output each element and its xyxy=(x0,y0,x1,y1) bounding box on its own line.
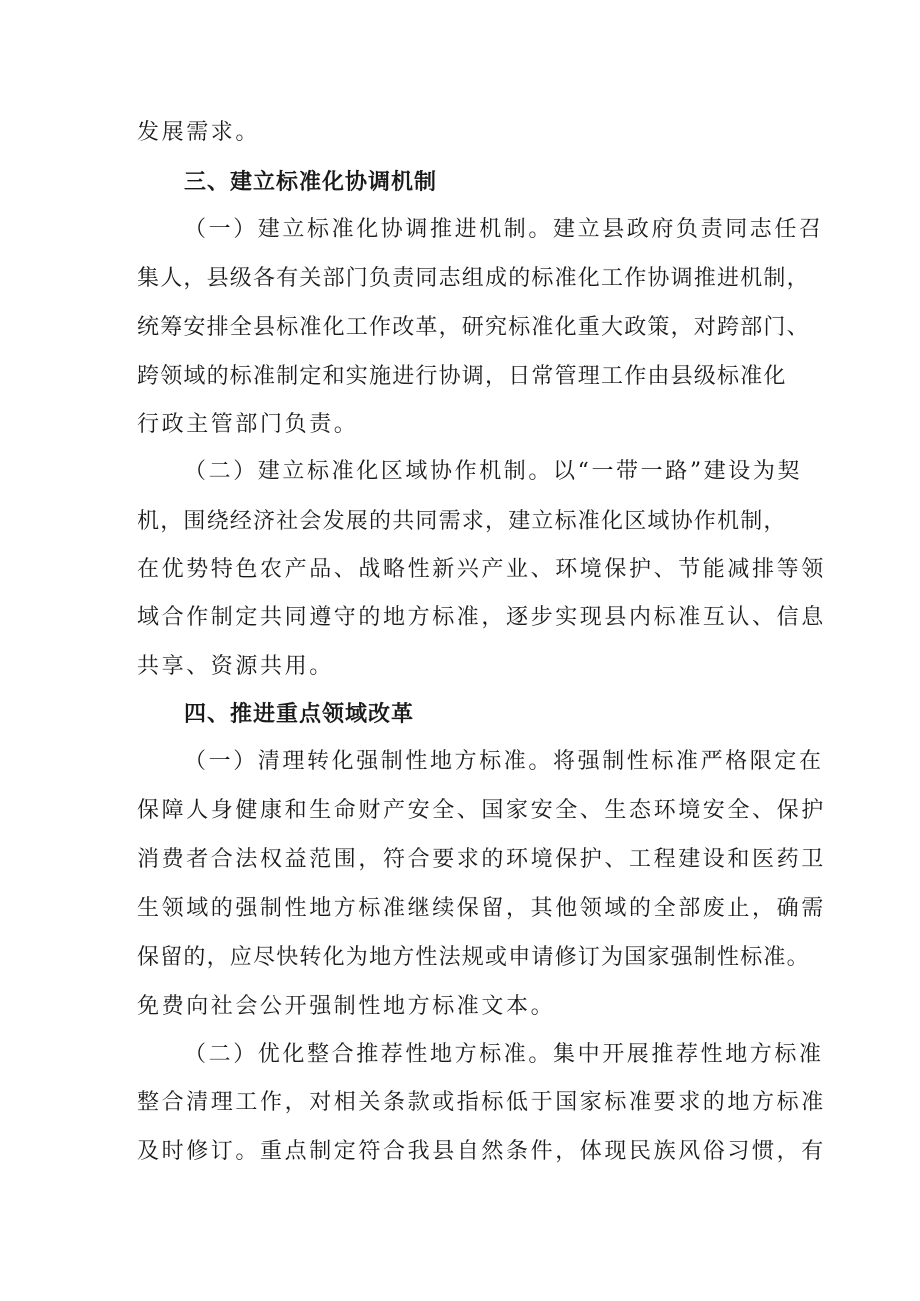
paragraph-line: 保留的，应尽快转化为地方性法规或申请修订为国家强制性标准。 xyxy=(137,945,810,970)
paragraph-line: 生领域的强制性地方标准继续保留，其他领域的全部废止，确需 xyxy=(137,896,826,921)
paragraph-line: 机，围绕经济社会发展的共同需求，建立标准化区域协作机制， xyxy=(137,509,787,534)
paragraph-line: （一）清理转化强制性地方标准。将强制性标准严格限定在 xyxy=(184,749,824,774)
paragraph-line: （二）建立标准化区域协作机制。以“一带一路”建设为契 xyxy=(184,459,803,484)
paragraph-line: 消费者合法权益范围，符合要求的环境保护、工程建设和医药卫 xyxy=(137,847,826,872)
paragraph-line: 整合清理工作，对相关条款或指标低于国家标准要求的地方标准 xyxy=(137,1090,826,1115)
section-heading-4: 四、推进重点领域改革 xyxy=(184,702,415,727)
paragraph-line: 域合作制定共同遵守的地方标准，逐步实现县内标准互认、信息 xyxy=(137,605,826,630)
paragraph-line: （二）优化整合推荐性地方标准。集中开展推荐性地方标准 xyxy=(184,1042,824,1067)
section-heading-3: 三、建立标准化协调机制 xyxy=(184,170,438,195)
paragraph-line: 免费向社会公开强制性地方标准文本。 xyxy=(137,994,556,1019)
paragraph-line: 集人，县级各有关部门负责同志组成的标准化工作协调推进机制， xyxy=(137,266,810,291)
paragraph-line: 及时修订。重点制定符合我县自然条件，体现民族风俗习惯，有 xyxy=(137,1139,826,1164)
paragraph-line: 统筹安排全县标准化工作改革，研究标准化重大政策，对跨部门、 xyxy=(137,315,810,340)
paragraph-line: 保障人身健康和生命财产安全、国家安全、生态环境安全、保护 xyxy=(137,798,826,823)
paragraph-line: 跨领域的标准制定和实施进行协调，日常管理工作由县级标准化 xyxy=(137,364,787,389)
paragraph-line: （一）建立标准化协调推进机制。建立县政府负责同志任召 xyxy=(184,217,824,242)
paragraph-line: 共享、资源共用。 xyxy=(137,654,334,679)
paragraph-line: 行政主管部门负责。 xyxy=(137,412,359,437)
paragraph-line: 在优势特色农产品、战略性新兴产业、环境保护、节能减排等领 xyxy=(137,557,826,582)
paragraph-continuation: 发展需求。 xyxy=(137,120,261,145)
